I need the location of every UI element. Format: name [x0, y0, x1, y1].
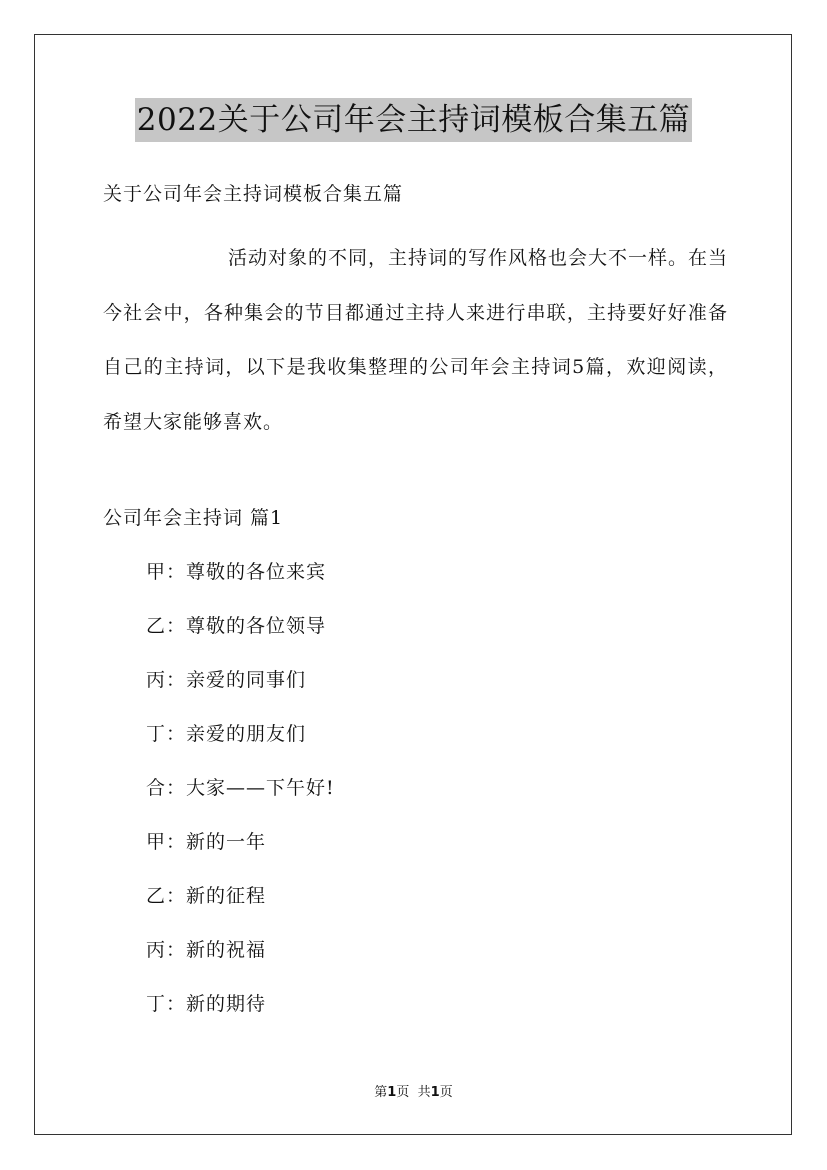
section-heading: 公司年会主持词 篇1 [103, 507, 284, 529]
dialog-line: 甲：新的一年 [146, 831, 267, 853]
footer-total-prefix: 共 [417, 1085, 431, 1100]
page-footer [0, 1084, 827, 1102]
dialog-line: 丁：亲爱的朋友们 [146, 723, 307, 745]
dialog-line: 丁：新的期待 [146, 993, 267, 1015]
dialog-list [146, 559, 335, 1045]
dialog-line: 乙：新的征程 [146, 885, 267, 907]
dialog-line: 乙：尊敬的各位领导 [146, 615, 327, 637]
dialog-line: 合：大家——下午好! [146, 777, 335, 799]
document-title-text: 2022关于公司年会主持词模板合集五篇 [135, 98, 692, 142]
footer-total-pages: 1 [430, 1085, 440, 1100]
document-subtitle: 关于公司年会主持词模板合集五篇 [103, 183, 404, 205]
footer-page-prefix: 第 [374, 1085, 388, 1100]
footer-page-suffix: 页 [396, 1085, 410, 1100]
footer-total-suffix: 页 [439, 1085, 453, 1100]
dialog-line: 丙：亲爱的同事们 [146, 669, 307, 691]
document-title [0, 98, 827, 142]
footer-page-number: 1 [387, 1085, 397, 1100]
dialog-line: 丙：新的祝福 [146, 939, 267, 961]
intro-paragraph: 活动对象的不同，主持词的写作风格也会大不一样。在当今社会中，各种集会的节目都通过主持人来进行串联，主持要好好准备自己的主持词，以下是我收集整理的公司年会主持词5篇，欢迎阅读，希望大家能够喜欢。 [103, 247, 729, 433]
dialog-line: 甲：尊敬的各位来宾 [146, 561, 327, 583]
